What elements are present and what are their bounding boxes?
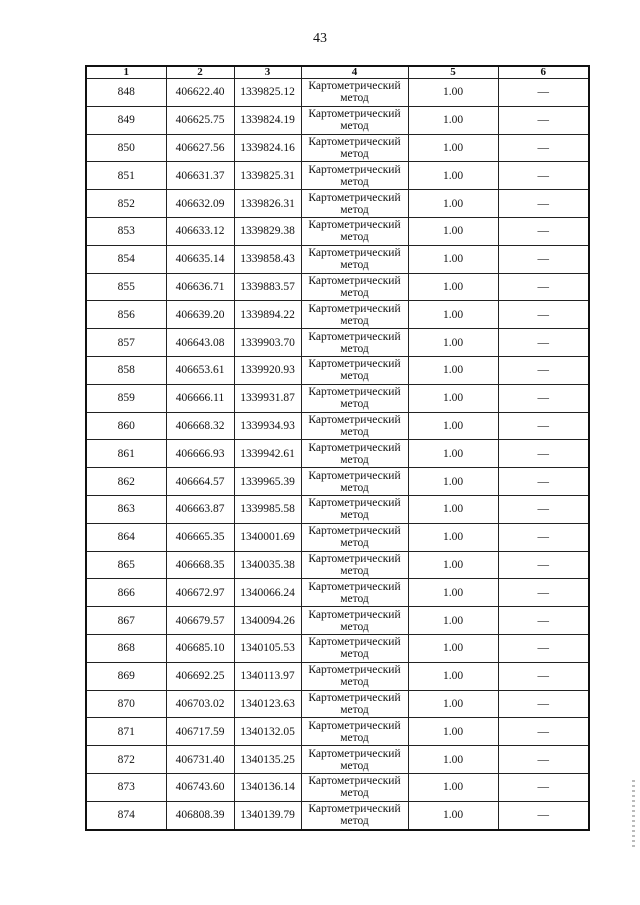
scan-edge-mark (632, 780, 635, 850)
note-dash: — (498, 440, 589, 468)
point-number: 859 (86, 384, 166, 412)
method-cell (301, 190, 408, 218)
accuracy: 1.00 (408, 662, 498, 690)
accuracy: 1.00 (408, 551, 498, 579)
table-row (86, 662, 589, 690)
coord-y: 1339824.16 (234, 134, 301, 162)
method-cell (301, 551, 408, 579)
point-number: 855 (86, 273, 166, 301)
method-line-1: Картометрический (308, 691, 401, 704)
note-dash: — (498, 551, 589, 579)
method-cell (301, 356, 408, 384)
coord-x: 406632.09 (166, 190, 234, 218)
method-line-2: метод (340, 703, 369, 716)
coord-x: 406666.93 (166, 440, 234, 468)
accuracy: 1.00 (408, 746, 498, 774)
method-line-1: Картометрический (308, 719, 401, 732)
table-row (86, 607, 589, 635)
accuracy: 1.00 (408, 718, 498, 746)
point-number: 870 (86, 690, 166, 718)
coord-y: 1340139.79 (234, 801, 301, 829)
point-number: 860 (86, 412, 166, 440)
table-row (86, 190, 589, 218)
method-cell (301, 495, 408, 523)
point-number: 856 (86, 301, 166, 329)
coord-y: 1340136.14 (234, 773, 301, 801)
note-dash: — (498, 273, 589, 301)
table-row (86, 412, 589, 440)
accuracy: 1.00 (408, 79, 498, 107)
coord-y: 1340123.63 (234, 690, 301, 718)
point-number: 848 (86, 79, 166, 107)
method-line-1: Картометрический (308, 803, 401, 816)
method-line-2: метод (340, 425, 369, 438)
point-number: 864 (86, 523, 166, 551)
point-number: 872 (86, 746, 166, 774)
table-row (86, 301, 589, 329)
accuracy: 1.00 (408, 273, 498, 301)
accuracy: 1.00 (408, 440, 498, 468)
table-header (86, 66, 589, 79)
method-line-1: Картометрический (308, 330, 401, 343)
note-dash: — (498, 134, 589, 162)
method-line-2: метод (340, 398, 369, 411)
method-line-1: Картометрический (308, 441, 401, 454)
point-number: 853 (86, 217, 166, 245)
coord-y: 1339826.31 (234, 190, 301, 218)
coord-x: 406622.40 (166, 79, 234, 107)
method-cell (301, 634, 408, 662)
accuracy: 1.00 (408, 801, 498, 829)
accuracy: 1.00 (408, 634, 498, 662)
method-cell (301, 607, 408, 635)
accuracy: 1.00 (408, 412, 498, 440)
note-dash: — (498, 384, 589, 412)
note-dash: — (498, 356, 589, 384)
accuracy: 1.00 (408, 301, 498, 329)
coord-x: 406672.97 (166, 579, 234, 607)
coord-x: 406685.10 (166, 634, 234, 662)
header-col-1: 1 (86, 66, 166, 79)
table-row (86, 217, 589, 245)
method-line-1: Картометрический (308, 163, 401, 176)
method-cell (301, 301, 408, 329)
method-line-1: Картометрический (308, 552, 401, 565)
coordinates-table (85, 65, 590, 831)
method-line-2: метод (340, 564, 369, 577)
table-row (86, 384, 589, 412)
point-number: 862 (86, 468, 166, 496)
method-line-2: метод (340, 509, 369, 522)
method-line-1: Картометрический (308, 108, 401, 121)
method-line-1: Картометрический (308, 469, 401, 482)
accuracy: 1.00 (408, 495, 498, 523)
table-row (86, 106, 589, 134)
coord-y: 1339825.12 (234, 79, 301, 107)
coord-x: 406731.40 (166, 746, 234, 774)
accuracy: 1.00 (408, 468, 498, 496)
note-dash: — (498, 79, 589, 107)
method-line-2: метод (340, 787, 369, 800)
coord-x: 406643.08 (166, 329, 234, 357)
method-cell (301, 801, 408, 829)
method-cell (301, 579, 408, 607)
method-cell (301, 79, 408, 107)
page-number: 43 (313, 31, 327, 46)
coord-y: 1339824.19 (234, 106, 301, 134)
coord-x: 406663.87 (166, 495, 234, 523)
note-dash: — (498, 468, 589, 496)
coord-y: 1340113.97 (234, 662, 301, 690)
method-cell (301, 773, 408, 801)
header-col-5: 5 (408, 66, 498, 79)
method-line-2: метод (340, 147, 369, 160)
method-line-2: метод (340, 370, 369, 383)
note-dash: — (498, 245, 589, 273)
point-number: 850 (86, 134, 166, 162)
point-number: 852 (86, 190, 166, 218)
header-col-2: 2 (166, 66, 234, 79)
note-dash: — (498, 301, 589, 329)
table-body (86, 79, 589, 830)
coord-x: 406631.37 (166, 162, 234, 190)
point-number: 868 (86, 634, 166, 662)
method-line-2: метод (340, 620, 369, 633)
table-row (86, 468, 589, 496)
point-number: 869 (86, 662, 166, 690)
note-dash: — (498, 773, 589, 801)
method-line-2: метод (340, 175, 369, 188)
coord-x: 406679.57 (166, 607, 234, 635)
point-number: 851 (86, 162, 166, 190)
method-line-2: метод (340, 342, 369, 355)
accuracy: 1.00 (408, 384, 498, 412)
coord-x: 406717.59 (166, 718, 234, 746)
note-dash: — (498, 523, 589, 551)
coord-y: 1339894.22 (234, 301, 301, 329)
method-line-2: метод (340, 120, 369, 133)
coord-y: 1339965.39 (234, 468, 301, 496)
method-cell (301, 106, 408, 134)
method-line-1: Картометрический (308, 219, 401, 232)
coord-x: 406635.14 (166, 245, 234, 273)
coord-y: 1340001.69 (234, 523, 301, 551)
coord-y: 1339934.93 (234, 412, 301, 440)
point-number: 871 (86, 718, 166, 746)
table-row (86, 440, 589, 468)
note-dash: — (498, 495, 589, 523)
note-dash: — (498, 579, 589, 607)
table-row (86, 245, 589, 273)
accuracy: 1.00 (408, 773, 498, 801)
method-line-2: метод (340, 203, 369, 216)
method-line-1: Картометрический (308, 386, 401, 399)
note-dash: — (498, 217, 589, 245)
table-row (86, 273, 589, 301)
coord-x: 406653.61 (166, 356, 234, 384)
point-number: 849 (86, 106, 166, 134)
coord-y: 1339829.38 (234, 217, 301, 245)
point-number: 867 (86, 607, 166, 635)
method-line-2: метод (340, 759, 369, 772)
coord-y: 1340094.26 (234, 607, 301, 635)
coord-y: 1340035.38 (234, 551, 301, 579)
coord-y: 1339858.43 (234, 245, 301, 273)
coord-x: 406668.35 (166, 551, 234, 579)
method-line-2: метод (340, 731, 369, 744)
note-dash: — (498, 412, 589, 440)
coord-x: 406636.71 (166, 273, 234, 301)
accuracy: 1.00 (408, 162, 498, 190)
coord-x: 406665.35 (166, 523, 234, 551)
coord-y: 1340132.05 (234, 718, 301, 746)
method-line-1: Картометрический (308, 664, 401, 677)
method-line-1: Картометрический (308, 775, 401, 788)
method-line-1: Картометрический (308, 358, 401, 371)
method-cell (301, 468, 408, 496)
coord-y: 1340135.25 (234, 746, 301, 774)
method-cell (301, 690, 408, 718)
coord-y: 1339825.31 (234, 162, 301, 190)
method-line-1: Картометрический (308, 608, 401, 621)
method-line-1: Картометрический (308, 274, 401, 287)
method-line-1: Картометрический (308, 636, 401, 649)
coord-x: 406808.39 (166, 801, 234, 829)
method-line-1: Картометрический (308, 747, 401, 760)
note-dash: — (498, 162, 589, 190)
coord-x: 406668.32 (166, 412, 234, 440)
accuracy: 1.00 (408, 190, 498, 218)
note-dash: — (498, 190, 589, 218)
coord-y: 1339931.87 (234, 384, 301, 412)
note-dash: — (498, 662, 589, 690)
coord-y: 1339920.93 (234, 356, 301, 384)
point-number: 863 (86, 495, 166, 523)
point-number: 854 (86, 245, 166, 273)
coord-x: 406633.12 (166, 217, 234, 245)
table-row (86, 551, 589, 579)
point-number: 858 (86, 356, 166, 384)
accuracy: 1.00 (408, 134, 498, 162)
method-line-2: метод (340, 481, 369, 494)
method-line-2: метод (340, 676, 369, 689)
method-line-2: метод (340, 453, 369, 466)
table-row (86, 356, 589, 384)
note-dash: — (498, 634, 589, 662)
coord-y: 1339942.61 (234, 440, 301, 468)
coord-x: 406639.20 (166, 301, 234, 329)
table-row (86, 523, 589, 551)
accuracy: 1.00 (408, 329, 498, 357)
point-number: 861 (86, 440, 166, 468)
accuracy: 1.00 (408, 245, 498, 273)
table-row (86, 162, 589, 190)
coord-y: 1339903.70 (234, 329, 301, 357)
coord-y: 1340066.24 (234, 579, 301, 607)
note-dash: — (498, 607, 589, 635)
point-number: 865 (86, 551, 166, 579)
coord-x: 406703.02 (166, 690, 234, 718)
method-cell (301, 412, 408, 440)
coord-x: 406666.11 (166, 384, 234, 412)
table-row (86, 495, 589, 523)
point-number: 866 (86, 579, 166, 607)
coord-x: 406664.57 (166, 468, 234, 496)
method-line-1: Картометрический (308, 247, 401, 260)
accuracy: 1.00 (408, 690, 498, 718)
table-row (86, 746, 589, 774)
method-line-1: Картометрический (308, 525, 401, 538)
accuracy: 1.00 (408, 217, 498, 245)
header-col-6: 6 (498, 66, 589, 79)
method-line-2: метод (340, 537, 369, 550)
table-row (86, 79, 589, 107)
coord-x: 406627.56 (166, 134, 234, 162)
accuracy: 1.00 (408, 579, 498, 607)
coord-y: 1340105.53 (234, 634, 301, 662)
method-line-2: метод (340, 231, 369, 244)
coord-x: 406625.75 (166, 106, 234, 134)
accuracy: 1.00 (408, 523, 498, 551)
point-number: 873 (86, 773, 166, 801)
method-cell (301, 245, 408, 273)
table-row (86, 329, 589, 357)
method-line-2: метод (340, 259, 369, 272)
table-row (86, 690, 589, 718)
method-cell (301, 523, 408, 551)
method-cell (301, 273, 408, 301)
table-row (86, 801, 589, 829)
method-line-2: метод (340, 592, 369, 605)
note-dash: — (498, 106, 589, 134)
method-line-2: метод (340, 92, 369, 105)
method-line-2: метод (340, 286, 369, 299)
method-line-1: Картометрический (308, 135, 401, 148)
coord-x: 406692.25 (166, 662, 234, 690)
note-dash: — (498, 690, 589, 718)
method-cell (301, 162, 408, 190)
method-line-1: Картометрический (308, 497, 401, 510)
coord-x: 406743.60 (166, 773, 234, 801)
method-line-1: Картометрический (308, 191, 401, 204)
accuracy: 1.00 (408, 106, 498, 134)
method-cell (301, 329, 408, 357)
method-cell (301, 746, 408, 774)
method-cell (301, 440, 408, 468)
note-dash: — (498, 329, 589, 357)
accuracy: 1.00 (408, 356, 498, 384)
note-dash: — (498, 718, 589, 746)
method-cell (301, 662, 408, 690)
table-row (86, 718, 589, 746)
method-cell (301, 384, 408, 412)
table-row (86, 634, 589, 662)
point-number: 857 (86, 329, 166, 357)
method-line-1: Картометрический (308, 302, 401, 315)
method-line-2: метод (340, 648, 369, 661)
accuracy: 1.00 (408, 607, 498, 635)
coord-y: 1339883.57 (234, 273, 301, 301)
note-dash: — (498, 746, 589, 774)
table-row (86, 773, 589, 801)
header-col-3: 3 (234, 66, 301, 79)
method-line-1: Картометрический (308, 80, 401, 93)
header-col-4: 4 (301, 66, 408, 79)
note-dash: — (498, 801, 589, 829)
method-line-1: Картометрический (308, 413, 401, 426)
method-cell (301, 217, 408, 245)
method-line-1: Картометрический (308, 580, 401, 593)
table-row (86, 134, 589, 162)
method-line-2: метод (340, 314, 369, 327)
coord-y: 1339985.58 (234, 495, 301, 523)
method-line-2: метод (340, 815, 369, 828)
method-cell (301, 134, 408, 162)
table-row (86, 579, 589, 607)
point-number: 874 (86, 801, 166, 829)
method-cell (301, 718, 408, 746)
